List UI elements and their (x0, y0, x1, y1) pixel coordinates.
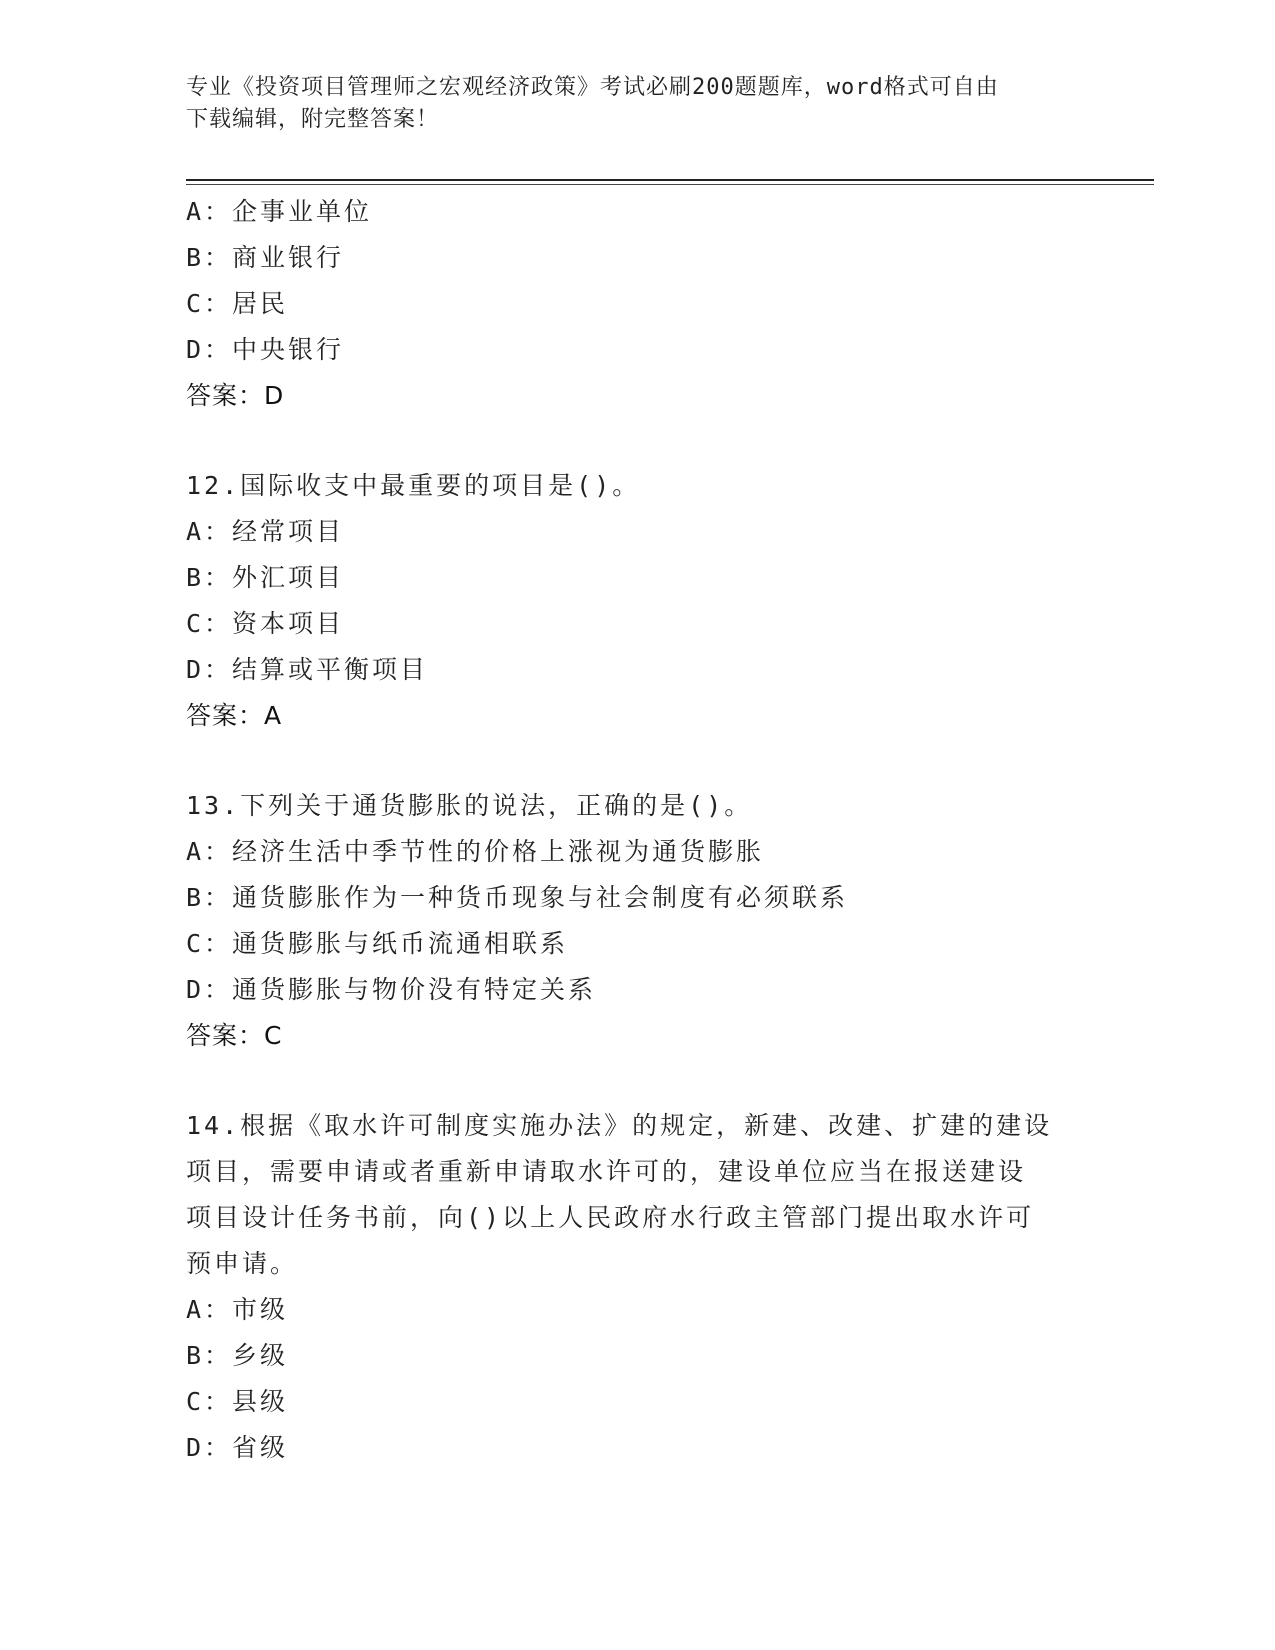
header-divider-thick (186, 179, 1154, 181)
option-c: C：居民 (186, 289, 289, 318)
header-line-1: 专业《投资项目管理师之宏观经济政策》考试必刷200题题库，word格式可自由 (186, 75, 999, 100)
question-text: 13.下列关于通货膨胀的说法，正确的是()。 (186, 791, 753, 820)
option-d: D：结算或平衡项目 (186, 655, 429, 684)
answer-line: 答案：A (186, 701, 283, 730)
option-b: B：通货膨胀作为一种货币现象与社会制度有必须联系 (186, 883, 849, 912)
question-text-line-1: 14.根据《取水许可制度实施办法》的规定，新建、改建、扩建的建设 (186, 1111, 1053, 1140)
option-a: A：经济生活中季节性的价格上涨视为通货膨胀 (186, 837, 765, 866)
option-a: A：企事业单位 (186, 197, 373, 226)
question-text-line-3: 项目设计任务书前，向()以上人民政府水行政主管部门提出取水许可 (186, 1203, 1035, 1232)
question-13 (186, 783, 1086, 1059)
question-text-line-2: 项目，需要申请或者重新申请取水许可的，建设单位应当在报送建设 (186, 1157, 1027, 1186)
question-text: 12.国际收支中最重要的项目是()。 (186, 471, 641, 500)
question-text-line-4: 预申请。 (186, 1249, 299, 1278)
option-a: A：经常项目 (186, 517, 345, 546)
answer-line: 答案：C (186, 1021, 283, 1050)
question-12 (186, 463, 1086, 739)
option-d: D：省级 (186, 1433, 289, 1462)
option-d: D：中央银行 (186, 335, 345, 364)
option-b: B：商业银行 (186, 243, 345, 272)
option-b: B：外汇项目 (186, 563, 345, 592)
option-c: C：县级 (186, 1387, 289, 1416)
option-c: C：通货膨胀与纸币流通相联系 (186, 929, 569, 958)
spacer (186, 739, 1086, 783)
document-header (186, 72, 1066, 136)
question-11 (186, 189, 1086, 419)
header-line-2: 下载编辑，附完整答案！ (186, 107, 440, 132)
question-list (186, 189, 1086, 1471)
option-c: C：资本项目 (186, 609, 345, 638)
spacer (186, 1059, 1086, 1103)
option-b: B：乡级 (186, 1341, 289, 1370)
spacer (186, 419, 1086, 463)
question-14 (186, 1103, 1086, 1471)
header-divider-thin (186, 184, 1154, 185)
answer-line: 答案：D (186, 381, 285, 410)
option-a: A：市级 (186, 1295, 289, 1324)
option-d: D：通货膨胀与物价没有特定关系 (186, 975, 597, 1004)
